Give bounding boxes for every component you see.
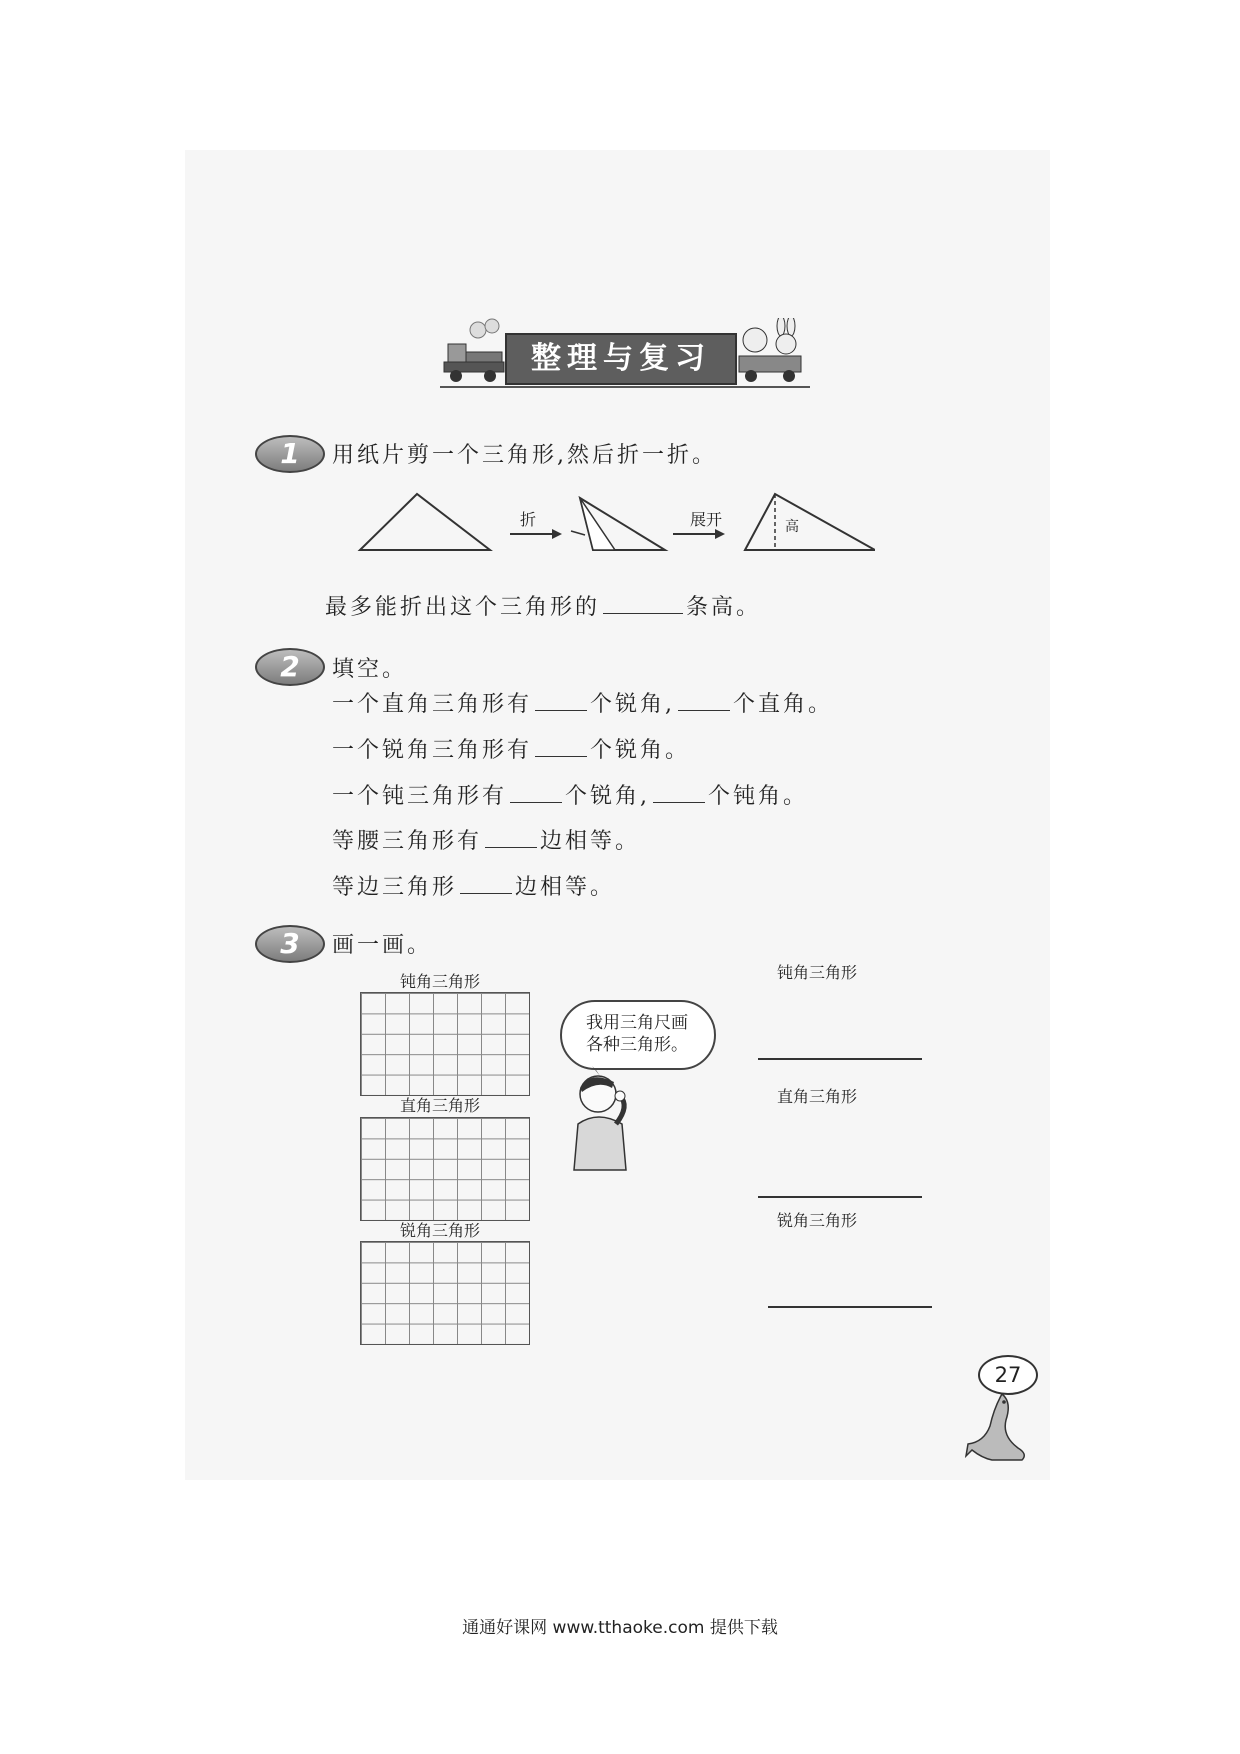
line-text: 一个钝三角形有 [332,784,508,809]
line-text: 边相等。 [515,875,616,900]
fill-line-equilateral [332,870,615,901]
fill-line-acute-triangle [332,733,690,764]
page-title: 整理与复习 [505,333,737,385]
line-text: 个直角。 [733,692,834,717]
line-text: 等边三角形 [332,875,458,900]
answer-line-obtuse[interactable] [758,1058,922,1060]
fill-line-right-triangle [332,687,833,718]
line-text: 边相等。 [540,829,641,854]
question-1-text: 用纸片剪一个三角形,然后折一折。 [332,443,717,468]
footer-text: 通通好课网 www.tthaoke.com 提供下载 [462,1618,778,1638]
line-text: 个钝角。 [708,784,809,809]
drawing-grid-obtuse[interactable] [360,992,530,1096]
boy-illustration-icon [570,1066,640,1176]
grid-label-right: 直角三角形 [400,1096,481,1115]
line-text: 一个锐角三角形有 [332,738,533,763]
drawing-grid-right[interactable] [360,1117,530,1221]
question-2-badge: 2 [255,648,325,686]
bubble-line: 各种三角形。 [586,1035,688,1055]
bubble-line: 我用三角尺画 [586,1013,688,1033]
speech-bubble [560,1000,716,1070]
fold-label: 折 [520,510,537,529]
blank[interactable] [485,829,537,848]
drawing-grid-acute[interactable] [360,1241,530,1345]
blank[interactable] [510,784,562,803]
blank[interactable] [535,738,587,757]
unfold-label: 展开 [690,510,723,529]
height-count-blank[interactable] [603,595,683,614]
seal-icon [962,1390,1034,1464]
question-3-badge: 3 [255,925,325,963]
question-3-text: 画一画。 [332,933,433,958]
question-2-text: 填空。 [332,657,408,682]
question-1-prompt [325,590,761,621]
line-text: 个锐角。 [590,738,691,763]
train-icon [440,318,510,384]
blank[interactable] [653,784,705,803]
answer-label-right: 直角三角形 [777,1087,858,1106]
title-underline [440,386,810,388]
blank[interactable] [460,875,512,894]
grid-label-acute: 锐角三角形 [400,1221,481,1240]
blank[interactable] [678,692,730,711]
line-text: 个锐角, [565,784,651,809]
prompt-after: 条高。 [686,595,762,620]
line-text: 一个直角三角形有 [332,692,533,717]
line-text: 个锐角, [590,692,676,717]
fill-line-isosceles [332,824,640,855]
answer-line-acute[interactable] [768,1306,932,1308]
children-rabbit-icon [735,318,805,384]
answer-label-obtuse: 钝角三角形 [777,963,858,982]
prompt-before: 最多能折出这个三角形的 [325,595,601,620]
question-1-badge: 1 [255,435,325,473]
grid-label-obtuse: 钝角三角形 [400,972,481,991]
blank[interactable] [535,692,587,711]
line-text: 等腰三角形有 [332,829,483,854]
fill-line-obtuse-triangle [332,779,808,810]
height-label: 高 [785,519,799,535]
page-number: 27 [978,1355,1038,1395]
answer-label-acute: 锐角三角形 [777,1211,858,1230]
answer-line-right[interactable] [758,1196,922,1198]
